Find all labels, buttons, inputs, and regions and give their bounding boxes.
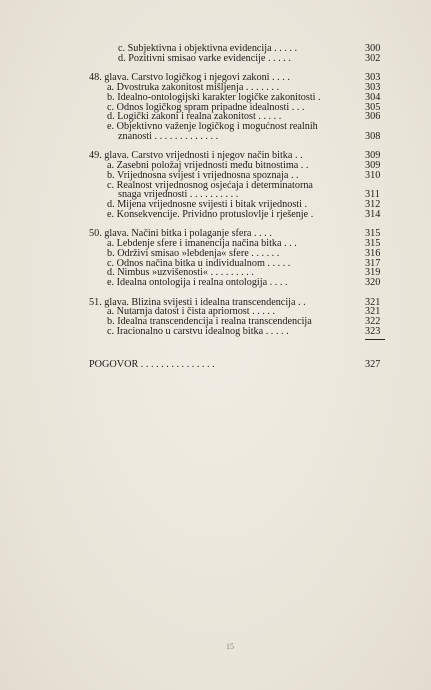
entry-title: e. Idealna ontologija i realna ontologija . . . . (107, 277, 288, 288)
section-entry (0, 278, 431, 288)
entry-page-number: 317 (365, 257, 381, 269)
entry-title: b. Idealno-ontologijski karakter logičke zakonitosti . (107, 91, 321, 103)
entry-page-number: 327 (365, 358, 381, 370)
afterword-entry (0, 360, 431, 370)
entry-title: d. Pozitivni smisao varke evidencije . . . . . (118, 52, 291, 64)
entry-title: e. Objektivno važenje logičkog i mogućnost realnih (107, 121, 318, 132)
entry-page-number: 316 (365, 247, 381, 259)
entry-page-number: 311 (365, 189, 380, 201)
entry-title: POGOVOR . . . . . . . . . . . . . . . (89, 358, 215, 370)
entry-title: b. Održivi smisao »lebdenja« sfere . . . . . . (107, 247, 280, 259)
entry-title: c. Realnost vrijednosnog osjećaja i determinatorna (107, 179, 313, 191)
entry-title: c. Odnos logičkog spram pripadne idealnosti . . . (107, 101, 305, 113)
entry-title: c. Subjektivna i objektivna evidencija . . . . . (118, 43, 298, 54)
entry-page-number: 304 (365, 91, 381, 103)
entry-page-number: 315 (365, 238, 381, 249)
entry-page-number: 315 (365, 228, 381, 240)
entry-title: a. Lebdenje sfere i imanencija načina bitka . . . (107, 238, 297, 249)
section-entry (0, 54, 431, 64)
entry-page-number: 322 (365, 316, 381, 327)
section-entry (0, 132, 431, 142)
entry-title: 50. glava. Načini bitka i polaganje sfera . . . . (89, 228, 272, 240)
entry-title: a. Nutarnja datost i čista apriornost . . . . . (107, 306, 276, 318)
entry-page-number: 312 (365, 199, 381, 210)
entry-title: b. Idealna transcendencija i realna transcendencija (107, 316, 312, 327)
entry-page-number: 300 (365, 43, 381, 54)
entry-page-number: 303 (365, 72, 381, 84)
entry-title: e. Konsekvencije. Prividno protuslovlje i rješenje . (107, 208, 314, 220)
entry-page-number: 302 (365, 52, 381, 64)
entry-page-number: 303 (365, 82, 381, 93)
entry-page-number: 320 (365, 277, 381, 288)
entry-title: a. Dvostruka zakonitost mišljenja . . . . . . . (107, 82, 280, 93)
entry-title: d. Logički zakoni i realna zakonitost . . . . . (107, 111, 282, 123)
entry-title: 49. glava. Carstvo vrijednosti i njegov način bitka . . (89, 150, 303, 162)
entry-page-number: 305 (365, 101, 381, 113)
entry-title: d. Nimbus »uzvišenosti« . . . . . . . . . (107, 267, 254, 279)
entry-page-number: 321 (365, 306, 381, 318)
page-number: 15 (226, 642, 234, 651)
entry-title: c. Odnos načina bitka u individualnom . . . . . (107, 257, 291, 269)
entry-page-number: 308 (365, 130, 381, 142)
entry-page-number: 323 (365, 325, 381, 337)
entry-title: c. Iracionalno u carstvu idealnog bitka . . . . . (107, 325, 289, 337)
entry-title: snaga vrijednosti . . . . . . . . . . (118, 189, 239, 201)
entry-page-number: 321 (365, 296, 381, 308)
entry-page-number: 309 (365, 150, 381, 162)
page-column-rule (365, 339, 385, 340)
entry-page-number: 306 (365, 111, 381, 123)
entry-title: a. Zasebni položaj vrijednosti među bitnostima . . (107, 160, 309, 171)
entry-title: b. Vrijednosna svijest i vrijednosna spoznaja . . (107, 169, 299, 181)
entry-page-number: 319 (365, 267, 381, 279)
table-of-contents (0, 44, 431, 369)
entry-title: d. Mijena vrijednosne svijesti i bitak vrijednosti . (107, 199, 308, 210)
entry-title: 48. glava. Carstvo logičkog i njegovi zakoni . . . . (89, 72, 290, 84)
entry-page-number: 310 (365, 169, 381, 181)
entry-title: znanosti . . . . . . . . . . . . . (118, 130, 219, 142)
entry-title: 51. glava. Blizina svijesti i idealna transcendencija . . (89, 296, 306, 308)
entry-page-number: 309 (365, 160, 381, 171)
section-entry (0, 327, 431, 337)
section-entry (0, 210, 431, 220)
entry-page-number: 314 (365, 208, 381, 220)
